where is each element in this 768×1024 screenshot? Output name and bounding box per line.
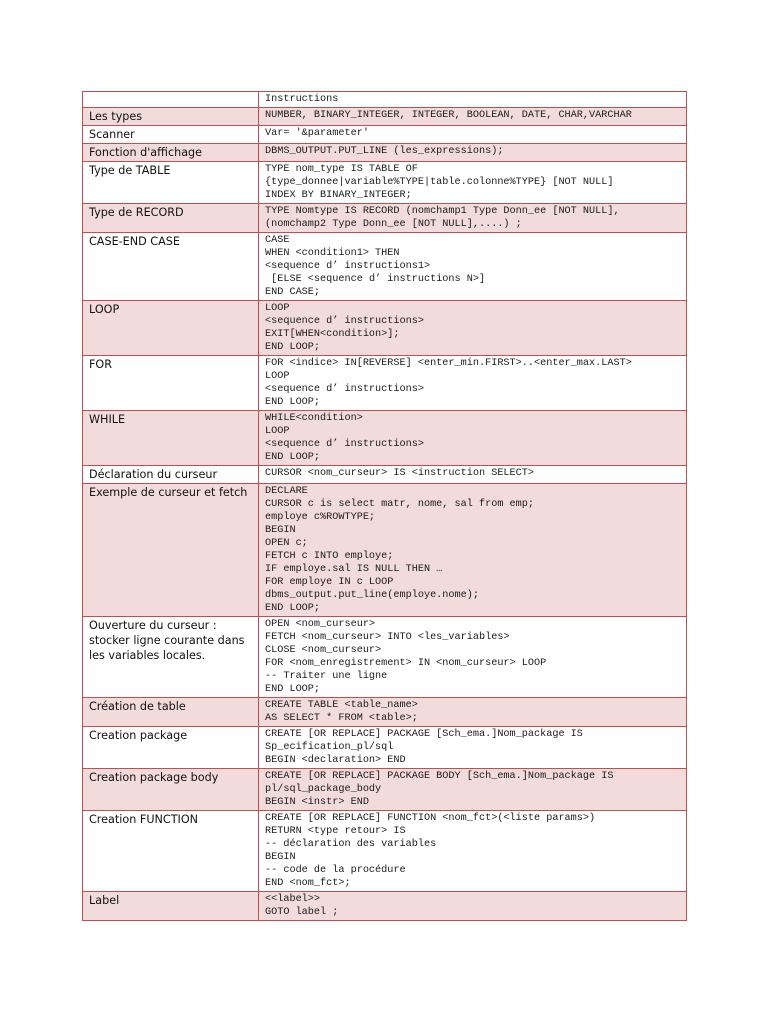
code-line: TYPE Nomtype IS RECORD (nomchamp1 Type Donn_ee [NOT NULL],: [265, 206, 620, 217]
row-label-cell: Fonction d'affichage: [83, 144, 259, 162]
code-line: INDEX BY BINARY_INTEGER;: [265, 190, 412, 201]
code-line: END LOOP;: [265, 342, 321, 353]
code-line: CURSOR c is select matr, nome, sal from emp;: [265, 499, 534, 510]
syntax-table-body: [83, 92, 687, 921]
code-line: -- code de la procédure: [265, 865, 406, 876]
code-line: CREATE [OR REPLACE] PACKAGE BODY [Sch_ema.]Nom_package IS: [265, 771, 614, 782]
row-code-cell: [259, 204, 687, 233]
code-line: END LOOP;: [265, 452, 321, 463]
row-label-cell: Type de RECORD: [83, 204, 259, 233]
code-line: <sequence d’ instructions>: [265, 316, 424, 327]
row-code-cell: [259, 698, 687, 727]
table-header-row: [83, 92, 687, 108]
code-line: LOOP: [265, 303, 290, 314]
header-cell-instructions: Instructions: [259, 92, 687, 108]
row-label-cell: Creation FUNCTION: [83, 811, 259, 892]
code-line: <sequence d’ instructions>: [265, 439, 424, 450]
code-line: FOR <nom_enregistrement> IN <nom_curseur> LOOP: [265, 658, 547, 669]
row-label-cell: Type de TABLE: [83, 162, 259, 204]
code-line: [ELSE <sequence d’ instructions N>]: [265, 274, 486, 285]
row-code-cell: [259, 769, 687, 811]
code-line: CASE: [265, 235, 290, 246]
row-code-cell: [259, 617, 687, 698]
row-label-cell: Creation package: [83, 727, 259, 769]
code-line: (nomchamp2 Type Donn_ee [NOT NULL],....) ;: [265, 219, 522, 230]
row-code-cell: [259, 484, 687, 617]
row-label-cell: Création de table: [83, 698, 259, 727]
code-line: END LOOP;: [265, 397, 321, 408]
code-line: CREATE [OR REPLACE] FUNCTION <nom_fct>(<liste params>): [265, 813, 596, 824]
row-code-cell: [259, 466, 687, 484]
code-line: LOOP: [265, 371, 290, 382]
row-label-cell: Label: [83, 892, 259, 921]
row-label-cell: FOR: [83, 356, 259, 411]
row-label-cell: Ouverture du curseur : stocker ligne courante dans les variables locales.: [83, 617, 259, 698]
code-line: BEGIN <declaration> END: [265, 755, 406, 766]
table-row: [83, 356, 687, 411]
table-row: [83, 484, 687, 617]
row-label-cell: Les types: [83, 108, 259, 126]
code-line: <sequence d’ instructions>: [265, 384, 424, 395]
table-row: [83, 811, 687, 892]
table-row: [83, 144, 687, 162]
table-row: [83, 108, 687, 126]
code-line: CREATE TABLE <table_name>: [265, 700, 418, 711]
table-row: [83, 769, 687, 811]
code-line: -- Traiter une ligne: [265, 671, 388, 682]
row-label-cell: Scanner: [83, 126, 259, 144]
code-line: CREATE [OR REPLACE] PACKAGE [Sch_ema.]Nom_package IS: [265, 729, 583, 740]
row-code-cell: [259, 301, 687, 356]
code-line: FOR employe IN c LOOP: [265, 577, 394, 588]
table-row: [83, 204, 687, 233]
code-line: Sp_ecification_pl/sql: [265, 742, 394, 753]
code-line: DECLARE: [265, 486, 308, 497]
code-line: OPEN c;: [265, 538, 308, 549]
row-label-cell: Creation package body: [83, 769, 259, 811]
code-line: LOOP: [265, 426, 290, 437]
row-label-cell: Déclaration du curseur: [83, 466, 259, 484]
code-line: END CASE;: [265, 287, 321, 298]
row-label-cell: LOOP: [83, 301, 259, 356]
row-code-cell: [259, 727, 687, 769]
row-code-cell: [259, 108, 687, 126]
table-row: [83, 162, 687, 204]
code-line: EXIT[WHEN<condition>];: [265, 329, 400, 340]
code-line: CLOSE <nom_curseur>: [265, 645, 382, 656]
code-line: TYPE nom_type IS TABLE OF: [265, 164, 418, 175]
code-line: FETCH <nom_curseur> INTO <les_variables>: [265, 632, 510, 643]
code-line: WHILE<condition>: [265, 413, 363, 424]
code-line: FETCH c INTO employe;: [265, 551, 394, 562]
code-line: {type_donnee|variable%TYPE|table.colonne%TYPE} [NOT NULL]: [265, 177, 614, 188]
row-label-cell: CASE-END CASE: [83, 233, 259, 301]
code-line: RETURN <type retour> IS: [265, 826, 406, 837]
code-line: Var= '&parameter': [265, 128, 369, 139]
row-code-cell: [259, 892, 687, 921]
row-label-cell: WHILE: [83, 411, 259, 466]
table-row: [83, 698, 687, 727]
code-line: END LOOP;: [265, 603, 321, 614]
table-row: [83, 126, 687, 144]
row-code-cell: [259, 144, 687, 162]
row-code-cell: [259, 233, 687, 301]
table-row: [83, 727, 687, 769]
code-line: AS SELECT * FROM <table>;: [265, 713, 418, 724]
table-row: [83, 617, 687, 698]
row-code-cell: [259, 411, 687, 466]
row-label-cell: Exemple de curseur et fetch: [83, 484, 259, 617]
syntax-table: [82, 91, 687, 921]
code-line: employe c%ROWTYPE;: [265, 512, 376, 523]
code-line: FOR <indice> IN[REVERSE] <enter_min.FIRST>..<enter_max.LAST>: [265, 358, 632, 369]
code-line: CURSOR <nom_curseur> IS <instruction SELECT>: [265, 468, 534, 479]
code-line: IF employe.sal IS NULL THEN …: [265, 564, 443, 575]
table-row: [83, 466, 687, 484]
code-line: BEGIN: [265, 852, 296, 863]
code-line: END <nom_fct>;: [265, 878, 351, 889]
table-row: [83, 233, 687, 301]
table-row: [83, 301, 687, 356]
code-line: NUMBER, BINARY_INTEGER, INTEGER, BOOLEAN, DATE, CHAR,VARCHAR: [265, 110, 632, 121]
row-code-cell: [259, 356, 687, 411]
row-code-cell: [259, 811, 687, 892]
code-line: BEGIN <instr> END: [265, 797, 369, 808]
code-line: DBMS_OUTPUT.PUT_LINE (les_expressions);: [265, 146, 504, 157]
code-line: dbms_output.put_line(employe.nome);: [265, 590, 479, 601]
row-code-cell: [259, 162, 687, 204]
code-line: -- déclaration des variables: [265, 839, 437, 850]
code-line: pl/sql_package_body: [265, 784, 382, 795]
code-line: BEGIN: [265, 525, 296, 536]
row-code-cell: [259, 126, 687, 144]
table-row: [83, 892, 687, 921]
table-row: [83, 411, 687, 466]
code-line: OPEN <nom_curseur>: [265, 619, 376, 630]
code-line: WHEN <condition1> THEN: [265, 248, 400, 259]
header-cell-empty: [83, 92, 259, 108]
code-line: <sequence d’ instructions1>: [265, 261, 431, 272]
code-line: GOTO label ;: [265, 907, 339, 918]
code-line: <<label>>: [265, 894, 321, 905]
code-line: END LOOP;: [265, 684, 321, 695]
